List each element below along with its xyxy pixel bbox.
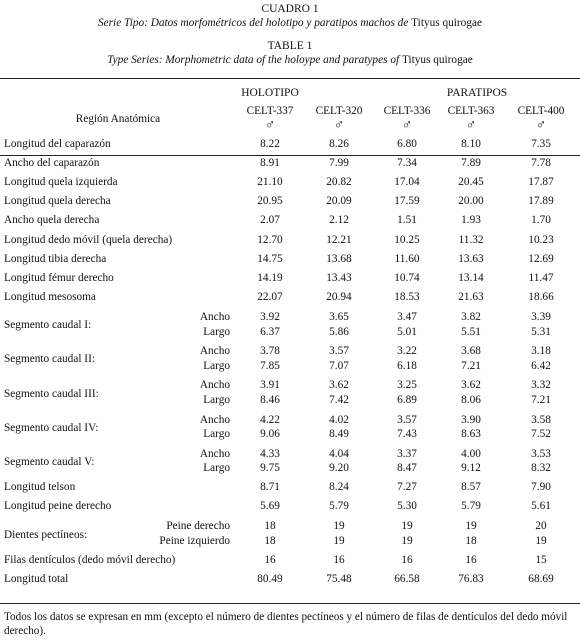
value-cell: 16 [401, 553, 413, 566]
value-cell: 10.23 [528, 233, 554, 246]
value-cell: 17.89 [528, 195, 554, 208]
value-cell: 6.42 [531, 359, 551, 372]
table-row [0, 268, 580, 287]
value-cell: 2.12 [329, 214, 349, 227]
table-row [0, 569, 580, 588]
value-cell: 5.79 [329, 500, 349, 513]
value-cell: 5.79 [461, 500, 481, 513]
value-cell: 4.22 [260, 413, 280, 426]
value-cell: 22.07 [257, 291, 283, 304]
spanish-table-caption [0, 17, 580, 29]
value-cell: 9.06 [260, 428, 280, 441]
value-cell: 12.70 [257, 233, 283, 246]
value-cell: 7.34 [397, 156, 417, 169]
value-cell: 3.58 [531, 413, 551, 426]
value-cell: 7.52 [531, 428, 551, 441]
value-cell: 19 [465, 520, 477, 533]
top-rule [0, 78, 580, 79]
species-name: Tityus quirogae [411, 17, 482, 29]
value-cell: 7.35 [531, 137, 551, 150]
sub-label: Largo [203, 428, 230, 441]
table-row [0, 409, 580, 427]
value-cell: 5.69 [260, 500, 280, 513]
value-cell: 10.25 [394, 233, 420, 246]
value-cell: 7.89 [461, 156, 481, 169]
specimen-code: CELT-336 [383, 105, 431, 117]
value-cell: 4.04 [329, 447, 349, 460]
value-cell: 3.53 [531, 447, 551, 460]
value-cell: 3.65 [329, 310, 349, 323]
sub-label: Largo [203, 325, 230, 338]
value-cell: 18.66 [528, 291, 554, 304]
value-cell: 8.06 [461, 393, 481, 406]
value-cell: 6.80 [397, 137, 417, 150]
value-cell: 16 [465, 553, 477, 566]
value-cell: 7.21 [461, 359, 481, 372]
value-cell: 8.47 [397, 462, 417, 475]
value-cell: 4.02 [329, 413, 349, 426]
value-cell: 3.91 [260, 379, 280, 392]
value-cell: 5.51 [461, 325, 481, 338]
english-caption-text: Type Series: Morphometric data of the holoype and paratypes of [107, 54, 402, 66]
sub-label: Ancho [199, 379, 230, 392]
value-cell: 6.89 [397, 393, 417, 406]
value-cell: 16 [264, 553, 276, 566]
value-cell: 68.69 [528, 572, 554, 585]
value-cell: 3.37 [397, 447, 417, 460]
value-cell: 8.71 [260, 481, 280, 494]
row-label: Longitud quela izquierda [4, 175, 118, 188]
value-cell: 3.22 [397, 345, 417, 358]
value-cell: 16 [333, 553, 345, 566]
table-row [0, 497, 580, 516]
header-spacer [0, 82, 236, 104]
value-cell: 20.82 [326, 175, 352, 188]
value-cell: 3.57 [329, 345, 349, 358]
row-label: Ancho del caparazón [4, 156, 100, 169]
value-cell: 7.99 [329, 156, 349, 169]
value-cell: 3.78 [260, 345, 280, 358]
value-cell: 8.22 [260, 137, 280, 150]
sub-label: Peine derecho [166, 520, 230, 533]
value-cell: 8.91 [260, 156, 280, 169]
value-cell: 7.90 [531, 481, 551, 494]
table-row [0, 307, 580, 325]
value-cell: 3.57 [397, 413, 417, 426]
value-cell: 5.86 [329, 325, 349, 338]
value-cell: 19 [535, 534, 547, 547]
english-table-caption [0, 54, 580, 66]
sub-label: Ancho [199, 310, 230, 323]
value-cell: 3.62 [329, 379, 349, 392]
row-label: Segmento caudal I: [4, 319, 92, 332]
sub-label: Peine izquierdo [159, 534, 230, 547]
row-label: Dientes pectíneos: [4, 528, 88, 541]
value-cell: 8.57 [461, 481, 481, 494]
value-cell: 3.18 [531, 345, 551, 358]
value-cell: 18 [264, 534, 276, 547]
value-cell: 3.47 [397, 310, 417, 323]
value-cell: 76.83 [458, 572, 484, 585]
specimen-code: CELT-337 [246, 105, 294, 117]
value-cell: 8.32 [531, 462, 551, 475]
value-cell: 9.12 [461, 462, 481, 475]
sub-label: Ancho [199, 345, 230, 358]
value-cell: 20.00 [458, 195, 484, 208]
holotype-header: HOLOTIPO [241, 87, 299, 99]
value-cell: 20.45 [458, 175, 484, 188]
value-cell: 2.07 [260, 214, 280, 227]
value-cell: 9.20 [329, 462, 349, 475]
value-cell: 11.32 [458, 233, 484, 246]
row-label: Ancho quela derecha [4, 214, 100, 227]
value-cell: 3.68 [461, 345, 481, 358]
row-label: Longitud fémur derecho [4, 271, 114, 284]
value-cell: 19 [401, 520, 413, 533]
value-cell: 7.42 [329, 393, 349, 406]
value-cell: 3.39 [531, 310, 551, 323]
table-row [0, 516, 580, 534]
value-cell: 3.62 [461, 379, 481, 392]
region-header: Región Anatómica [75, 113, 161, 125]
male-symbol-icon: ♂ [333, 118, 345, 133]
value-cell: 8.63 [461, 428, 481, 441]
value-cell: 12.21 [326, 233, 352, 246]
sub-label: Largo [203, 359, 230, 372]
table-row [0, 375, 580, 393]
male-symbol-icon: ♂ [535, 118, 547, 133]
value-cell: 19 [333, 534, 345, 547]
footnote: Todos los datos se expresan en mm (excepto el número de dientes pectíneos y el número de filas de dentículos del dedo móvil derecho). [4, 611, 568, 637]
row-label: Longitud telson [4, 481, 76, 494]
value-cell: 21.10 [257, 175, 283, 188]
english-table-number: TABLE 1 [267, 40, 313, 52]
value-cell: 12.69 [528, 252, 554, 265]
value-cell: 4.33 [260, 447, 280, 460]
value-cell: 4.00 [461, 447, 481, 460]
value-cell: 19 [401, 534, 413, 547]
row-label: Filas dentículos (dedo móvil derecho) [4, 553, 176, 566]
table-row [0, 211, 580, 230]
value-cell: 7.43 [397, 428, 417, 441]
table-row [0, 172, 580, 191]
table-row [0, 443, 580, 461]
value-cell: 5.01 [397, 325, 417, 338]
row-label: Segmento caudal V: [4, 456, 95, 469]
value-cell: 7.27 [397, 481, 417, 494]
row-label: Longitud dedo móvil (quela derecha) [4, 233, 173, 246]
row-label: Longitud total [4, 572, 69, 585]
value-cell: 18 [465, 534, 477, 547]
table-row [0, 249, 580, 268]
row-label: Segmento caudal IV: [4, 421, 99, 434]
value-cell: 18 [264, 520, 276, 533]
value-cell: 14.19 [257, 271, 283, 284]
spanish-caption-text: Serie Tipo: Datos morfométricos del holotipo y paratipos machos de [98, 17, 412, 29]
value-cell: 75.48 [326, 572, 352, 585]
table-row [0, 230, 580, 249]
sub-label: Largo [203, 462, 230, 475]
value-cell: 20.09 [326, 195, 352, 208]
paratypes-header: PARATIPOS [446, 87, 508, 99]
row-label: Longitud mesosoma [4, 291, 96, 304]
value-cell: 17.04 [394, 175, 420, 188]
value-cell: 7.85 [260, 359, 280, 372]
value-cell: 7.07 [329, 359, 349, 372]
value-cell: 10.74 [394, 271, 420, 284]
table-row [0, 153, 580, 172]
value-cell: 6.37 [260, 325, 280, 338]
value-cell: 13.43 [326, 271, 352, 284]
value-cell: 20.95 [257, 195, 283, 208]
table-row [0, 550, 580, 569]
row-label: Longitud del caparazón [4, 137, 111, 150]
value-cell: 5.61 [531, 500, 551, 513]
table-row [0, 341, 580, 359]
value-cell: 8.46 [260, 393, 280, 406]
specimen-code: CELT-400 [517, 105, 565, 117]
morphometric-table [0, 82, 580, 589]
value-cell: 11.60 [394, 252, 420, 265]
row-label: Segmento caudal III: [4, 387, 99, 400]
value-cell: 9.75 [260, 462, 280, 475]
value-cell: 80.49 [257, 572, 283, 585]
row-label: Longitud peine derecho [4, 500, 112, 513]
value-cell: 3.92 [260, 310, 280, 323]
table-row [0, 478, 580, 497]
table-row [0, 192, 580, 211]
male-symbol-icon: ♂ [264, 118, 276, 133]
value-cell: 5.31 [531, 325, 551, 338]
value-cell: 21.63 [458, 291, 484, 304]
value-cell: 20.94 [326, 291, 352, 304]
specimen-code: CELT-363 [447, 105, 495, 117]
row-label: Longitud tibia derecha [4, 252, 107, 265]
value-cell: 1.93 [461, 214, 481, 227]
value-cell: 3.90 [461, 413, 481, 426]
sub-label: Ancho [199, 413, 230, 426]
male-symbol-icon: ♂ [465, 118, 477, 133]
value-cell: 6.18 [397, 359, 417, 372]
sub-label: Largo [203, 393, 230, 406]
row-label: Longitud quela derecha [4, 195, 111, 208]
row-label: Segmento caudal II: [4, 353, 95, 366]
specimen-code: CELT-320 [315, 105, 363, 117]
value-cell: 8.49 [329, 428, 349, 441]
species-name: Tityus quirogae [401, 54, 473, 66]
value-cell: 15 [535, 553, 547, 566]
bottom-rule [0, 603, 580, 604]
sub-label: Ancho [199, 447, 230, 460]
value-cell: 14.75 [257, 252, 283, 265]
value-cell: 66.58 [394, 572, 420, 585]
value-cell: 1.70 [531, 214, 551, 227]
value-cell: 8.24 [329, 481, 349, 494]
value-cell: 8.10 [461, 137, 481, 150]
value-cell: 3.25 [397, 379, 417, 392]
value-cell: 20 [535, 520, 547, 533]
value-cell: 3.82 [461, 310, 481, 323]
value-cell: 1.51 [397, 214, 417, 227]
table-row [0, 288, 580, 307]
value-cell: 7.21 [531, 393, 551, 406]
value-cell: 18.53 [394, 291, 420, 304]
spanish-table-number: CUADRO 1 [261, 3, 319, 15]
value-cell: 11.47 [528, 271, 554, 284]
value-cell: 13.68 [326, 252, 352, 265]
value-cell: 5.30 [397, 500, 417, 513]
value-cell: 3.32 [531, 379, 551, 392]
value-cell: 13.63 [458, 252, 484, 265]
value-cell: 17.59 [394, 195, 420, 208]
value-cell: 7.78 [531, 156, 551, 169]
value-cell: 13.14 [458, 271, 484, 284]
value-cell: 8.26 [329, 137, 349, 150]
value-cell: 17.87 [528, 175, 554, 188]
male-symbol-icon: ♂ [401, 118, 413, 133]
value-cell: 19 [333, 520, 345, 533]
table-row [0, 134, 580, 153]
table-body [0, 134, 580, 589]
header-spacer [304, 82, 374, 104]
